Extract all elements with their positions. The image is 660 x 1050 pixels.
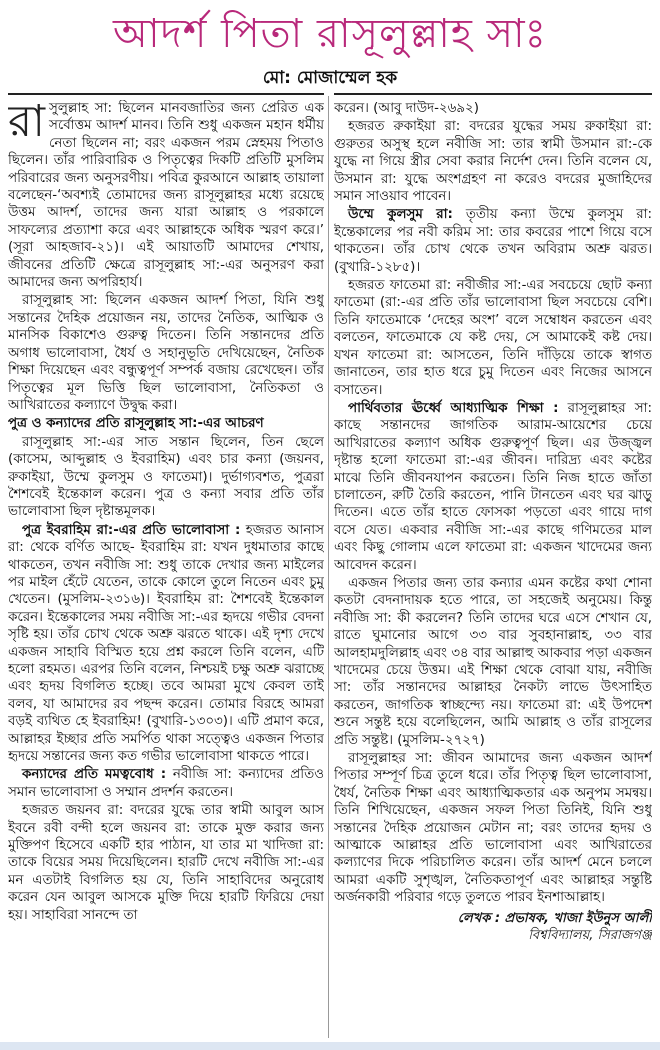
paragraph: হজরত জয়নব রা: বদরের যুদ্ধে তার স্বামী আবুল আস ইবনে রবী বন্দী হলে জয়নব রা: তাকে মুক্ত করার জন্য মুক্তিপণ হিসেবে একটি হার পাঠান, যা তার মা খাদিজা রা: তাকে বিয়ের সময় দিয়েছিলেন। হারটি দেখে নবীজি সা:-এর মন এতটাই বিগলিত হয় যে, তিনি সাহাবিদের অনুরোধ করেন যেন আবুল আসকে মুক্তি দিয়ে হারটি ফিরিয়ে দেয়া হয়। সাহাবিরা সানন্দে তা <box>8 803 324 923</box>
paragraph: রাসূলুল্লাহ সা: ছিলেন একজন আদর্শ পিতা, যিনি শুধু সন্তানের দৈহিক প্রয়োজন নয়, তাদের নৈতিক, আত্মিক ও মানসিক বিকাশেও গুরুত্ব দিতেন। তিনি সন্তানদের প্রতি অগাধ ভালোবাসা, ধৈর্য ও সহানুভূতি দেখিয়েছেন, নৈতিক শিক্ষা দিয়েছেন এবং বন্ধুত্বপূর্ণ সম্পর্ক বজায় রেখেছেন। তাঁর পিতৃত্বের মূল ভিত্তি ছিল ভালোবাসা, নৈতিকতা ও আখিরাতের কল্যাণে উদ্বুদ্ধ করা। <box>8 293 324 413</box>
bottom-strip <box>0 1042 660 1050</box>
section-heading: পার্থিবতার ঊর্ধ্বে আধ্যাত্মিক শিক্ষা : <box>348 400 559 416</box>
paragraph: হজরত ফাতেমা রা: নবীজীর সা:-এর সবচেয়ে ছোট কন্যা ফাতেমা (রা:-এর প্রতি তাঁর ভালোবাসা ছিল সবচেয়ে বেশি। তিনি ফাতেমাকে ‘দেহের অংশ’ বলে সম্বোধন করতেন এবং বলতেন, ফাতেমাকে যে কষ্ট দেয়, সে আমাকেই কষ্ট দেয়। যখন ফাতেমা রা: আসতেন, তিনি দাঁড়িয়ে তাকে স্বাগত জানাতেন, তার হাত ধরে চুমু দিতেন এবং নিজের আসনে বসাতেন। <box>334 278 652 398</box>
paragraph-text: রাসূলুল্লাহর সা: কাছে সন্তানদের জাগতিক আরাম-আয়েশের চেয়ে আখিরাতের কল্যাণ অধিক গুরুত্বপূর্ণ ছিল। এর উজ্জ্বল দৃষ্টান্ত হলো ফাতেমা রা:-এর জীবন। দারিদ্র্য এবং কষ্টের মাঝে তিনি জীবনযাপন করতেন। তিনি নিজ হাতে জাঁতা চালাতেন, রুটি তৈরি করতেন, পানি টানতেন এবং ঘর ঝাড়ু দিতেন। এতে তাঁর হাতে ফোসকা পড়তো এবং গায়ে দাগ বসে যেত। একবার নবীজি সা:-এর কাছে গণিমতের মাল এবং কিছু গোলাম এলে ফাতেমা রা: একজন খাদেমের জন্য আবেদন করেন। <box>334 400 652 573</box>
paragraph <box>8 100 324 291</box>
paragraph: একজন পিতার জন্য তার কন্যার এমন কষ্টের কথা শোনা কতটা বেদনাদায়ক হতে পারে, তা সহজেই অনুমেয়। কিন্তু নবীজি সা: কী করলেন? তিনি তাদের ঘরে এসে শেখান যে, রাতে ঘুমানোর আগে ৩৩ বার সুবহানাল্লাহ, ৩৩ বার আলহামদুলিল্লাহ এবং ৩৪ বার আল্লাহু আকবার পড়া একজন খাদেমের চেয়ে উত্তম। এই শিক্ষা থেকে বোঝা যায়, নবীজি সা: তাঁর সন্তানদের আল্লাহর নৈকট্য লাভে উৎসাহিত করতেন, জাগতিক স্বাচ্ছন্দ্যে নয়। ফাতেমা রা: এই উপদেশ শুনে সন্তুষ্ট হয়ে বলেছিলেন, আমি আল্লাহ ও তাঁর রাসূলের প্রতি সন্তুষ্ট। (মুসলিম-২৭২৭) <box>334 575 652 748</box>
article-column-right <box>334 100 652 1038</box>
paragraph-text: নবীজি সা: কন্যাদের প্রতিও সমান ভালোবাসা ও সম্মান প্রদর্শন করতেন। <box>8 767 324 800</box>
author-credit: লেখক : প্রভাষক, খাজা ইউনুস আলী <box>457 910 652 926</box>
paragraph <box>8 766 324 801</box>
paragraph <box>334 206 652 276</box>
column-divider <box>328 96 329 1038</box>
section-heading: পুত্র ইবরাহিম রা:-এর প্রতি ভালোবাসা : <box>22 522 241 538</box>
paragraph: রাসূলুল্লাহর সা: জীবন আমাদের জন্য একজন আদর্শ পিতার সম্পূর্ণ চিত্র তুলে ধরে। তাঁর পিতৃত্ব ছিল ভালোবাসা, ধৈর্য, নৈতিক শিক্ষা এবং আধ্যাত্মিকতার এক অনুপম সমন্বয়। তিনি শিখিয়েছেন, একজন সফল পিতা তিনিই, যিনি শুধু সন্তানের দৈহিক প্রয়োজন মেটান না; বরং তাদের হৃদয় ও আত্মাকে আল্লাহর প্রতি ভালোবাসা এবং আখিরাতের কল্যাণের দিকে পরিচালিত করেন। তাঁর আদর্শ মেনে চললে আমরা একটি সুশৃঙ্খল, নৈতিকতাপূর্ণ এবং আল্লাহর সন্তুষ্টি অর্জনকারী পরিবার গড়ে তুলতে পারব ইনশাআল্লাহ। <box>334 751 652 906</box>
section-heading: উম্মে কুলসুম রা: <box>348 207 453 223</box>
header-rule-left <box>8 93 324 95</box>
page-title: আদর্শ পিতা রাসূলুল্লাহ সাঃ <box>113 11 547 57</box>
paragraph: হজরত রুকাইয়া রা: বদরের যুদ্ধের সময় রুকাইয়া রা: গুরুতর অসুস্থ হলে নবীজি সা: তার স্বামী উসমান রা:-কে যুদ্ধে না গিয়ে স্ত্রীর সেবা করার নির্দেশ দেন। তিনি বলেন যে, উসমান রা: যুদ্ধে অংশগ্রহণ না করেও বদরের মুজাহিদের সমান সাওয়াব পাবেন। <box>334 119 652 205</box>
paragraph <box>8 522 324 766</box>
section-heading: পুত্র ও কন্যাদের প্রতি রাসূলুল্লাহ সা:-এর আচরণ <box>8 416 264 432</box>
section-heading: কন্যাদের প্রতি মমত্ববোধ : <box>22 767 167 783</box>
author-byline: মো: মোজাম্মেল হক <box>262 68 398 88</box>
paragraph-text: তৃতীয় কন্যা উম্মে কুলসুম রা: ইন্তেকালের পর নবী করিম সা: তার কবরের পাশে গিয়ে বসে থাকতেন। তাঁর চোখ থেকে তখন অবিরাম অশ্রু ঝরত। (বুখারি-১২৮৫)। <box>334 207 652 275</box>
paragraph: রাসূলুল্লাহ সা:-এর সাত সন্তান ছিলেন, তিন ছেলে (কাসেম, আব্দুল্লাহ ও ইবরাহিম) এবং চার কন্যা (জয়নব, রুকাইয়া, উম্মে কুলসুম ও ফাতেমা)। দুর্ভাগ্যবশত, পুত্ররা শৈশবেই ইন্তেকাল করেন। পুত্র ও কন্যা সবার প্রতি তাঁর ভালোবাসা ছিল দৃষ্টান্তমূলক। <box>8 434 324 520</box>
article-column-left <box>8 100 324 1038</box>
paragraph-text: হজরত আনাস রা: থেকে বর্ণিত আছে- ইবরাহিম রা: যখন দুধমাতার কাছে থাকতেন, তখন নবীজি সা: শুধু তাকে দেখার জন্য মাইলের পর মাইল হেঁটে যেতেন, তাকে কোলে তুলে নিতেন এবং চুমু খেতেন। (মুসলিম-২৩১৬)। ইবরাহিম রা: শৈশবেই ইন্তেকাল করেন। ইন্তেকালের সময় নবীজি সা:-এর হৃদয়ে গভীর বেদনা সৃষ্টি হয়। তাঁর চোখ থেকে অশ্রু ঝরতে থাকে। এই দৃশ্য দেখে একজন সাহাবি বিস্মিত হয়ে প্রশ্ন করলে তিনি বলেন, এটি হলো রহমত। এরপর তিনি বলেন, নিশ্চয়ই চক্ষু অশ্রু ঝরাচ্ছে এবং হৃদয় বিগলিত হচ্ছে। তবে আমরা মুখে কেবল তাই বলব, যা আমাদের রব পছন্দ করেন। তোমার বিরহে আমরা বড়ই ব্যথিত হে ইবরাহিম! (বুখারি-১৩০৩)। এটি প্রমাণ করে, আল্লাহর ইচ্ছার প্রতি সমর্পিত থাকা সত্ত্বেও একজন পিতার হৃদয়ে সন্তানের জন্য কত গভীর ভালোবাসা থাকতে পারে। <box>8 522 324 765</box>
author-affiliation: বিশ্ববিদ্যালয়, সিরাজগঞ্জ <box>528 927 652 943</box>
paragraph-text: সুলুল্লাহ সা: ছিলেন মানবজাতির জন্য প্রেরিত এক সর্বোত্তম আদর্শ মানব। তিনি শুধু একজন মহান ধর্মীয় নেতা ছিলেন না; বরং একজন পরম স্নেহময় পিতাও ছিলেন। তাঁর পারিবারিক ও পিতৃত্বের দিকটি প্রতিটি মুসলিম পরিবারের জন্য অনুসরণীয়। পবিত্র কুরআনে আল্লাহ তায়ালা বলেছেন-‘অবশ্যই তোমাদের জন্য রাসূলুল্লাহর মধ্যে রয়েছে উত্তম আদর্শ, তাদের জন্য যারা আল্লাহ ও পরকালে সাফল্যের প্রত্যাশা করে এবং আল্লাহকে অধিক স্মরণ করে।’ (সূরা আহজাব-২১)। এই আয়াতটি আমাদের শেখায়, জীবনের প্রতিটি ক্ষেত্রে রাসূলুল্লাহ সা:-এর অনুসরণ করা আমাদের জন্য অপরিহার্য। <box>8 101 324 291</box>
header-rule-right <box>334 93 652 95</box>
drop-cap: রা <box>8 100 45 147</box>
paragraph: করেন। (আবু দাউদ-২৬৯২) <box>334 101 479 116</box>
paragraph <box>334 400 652 574</box>
